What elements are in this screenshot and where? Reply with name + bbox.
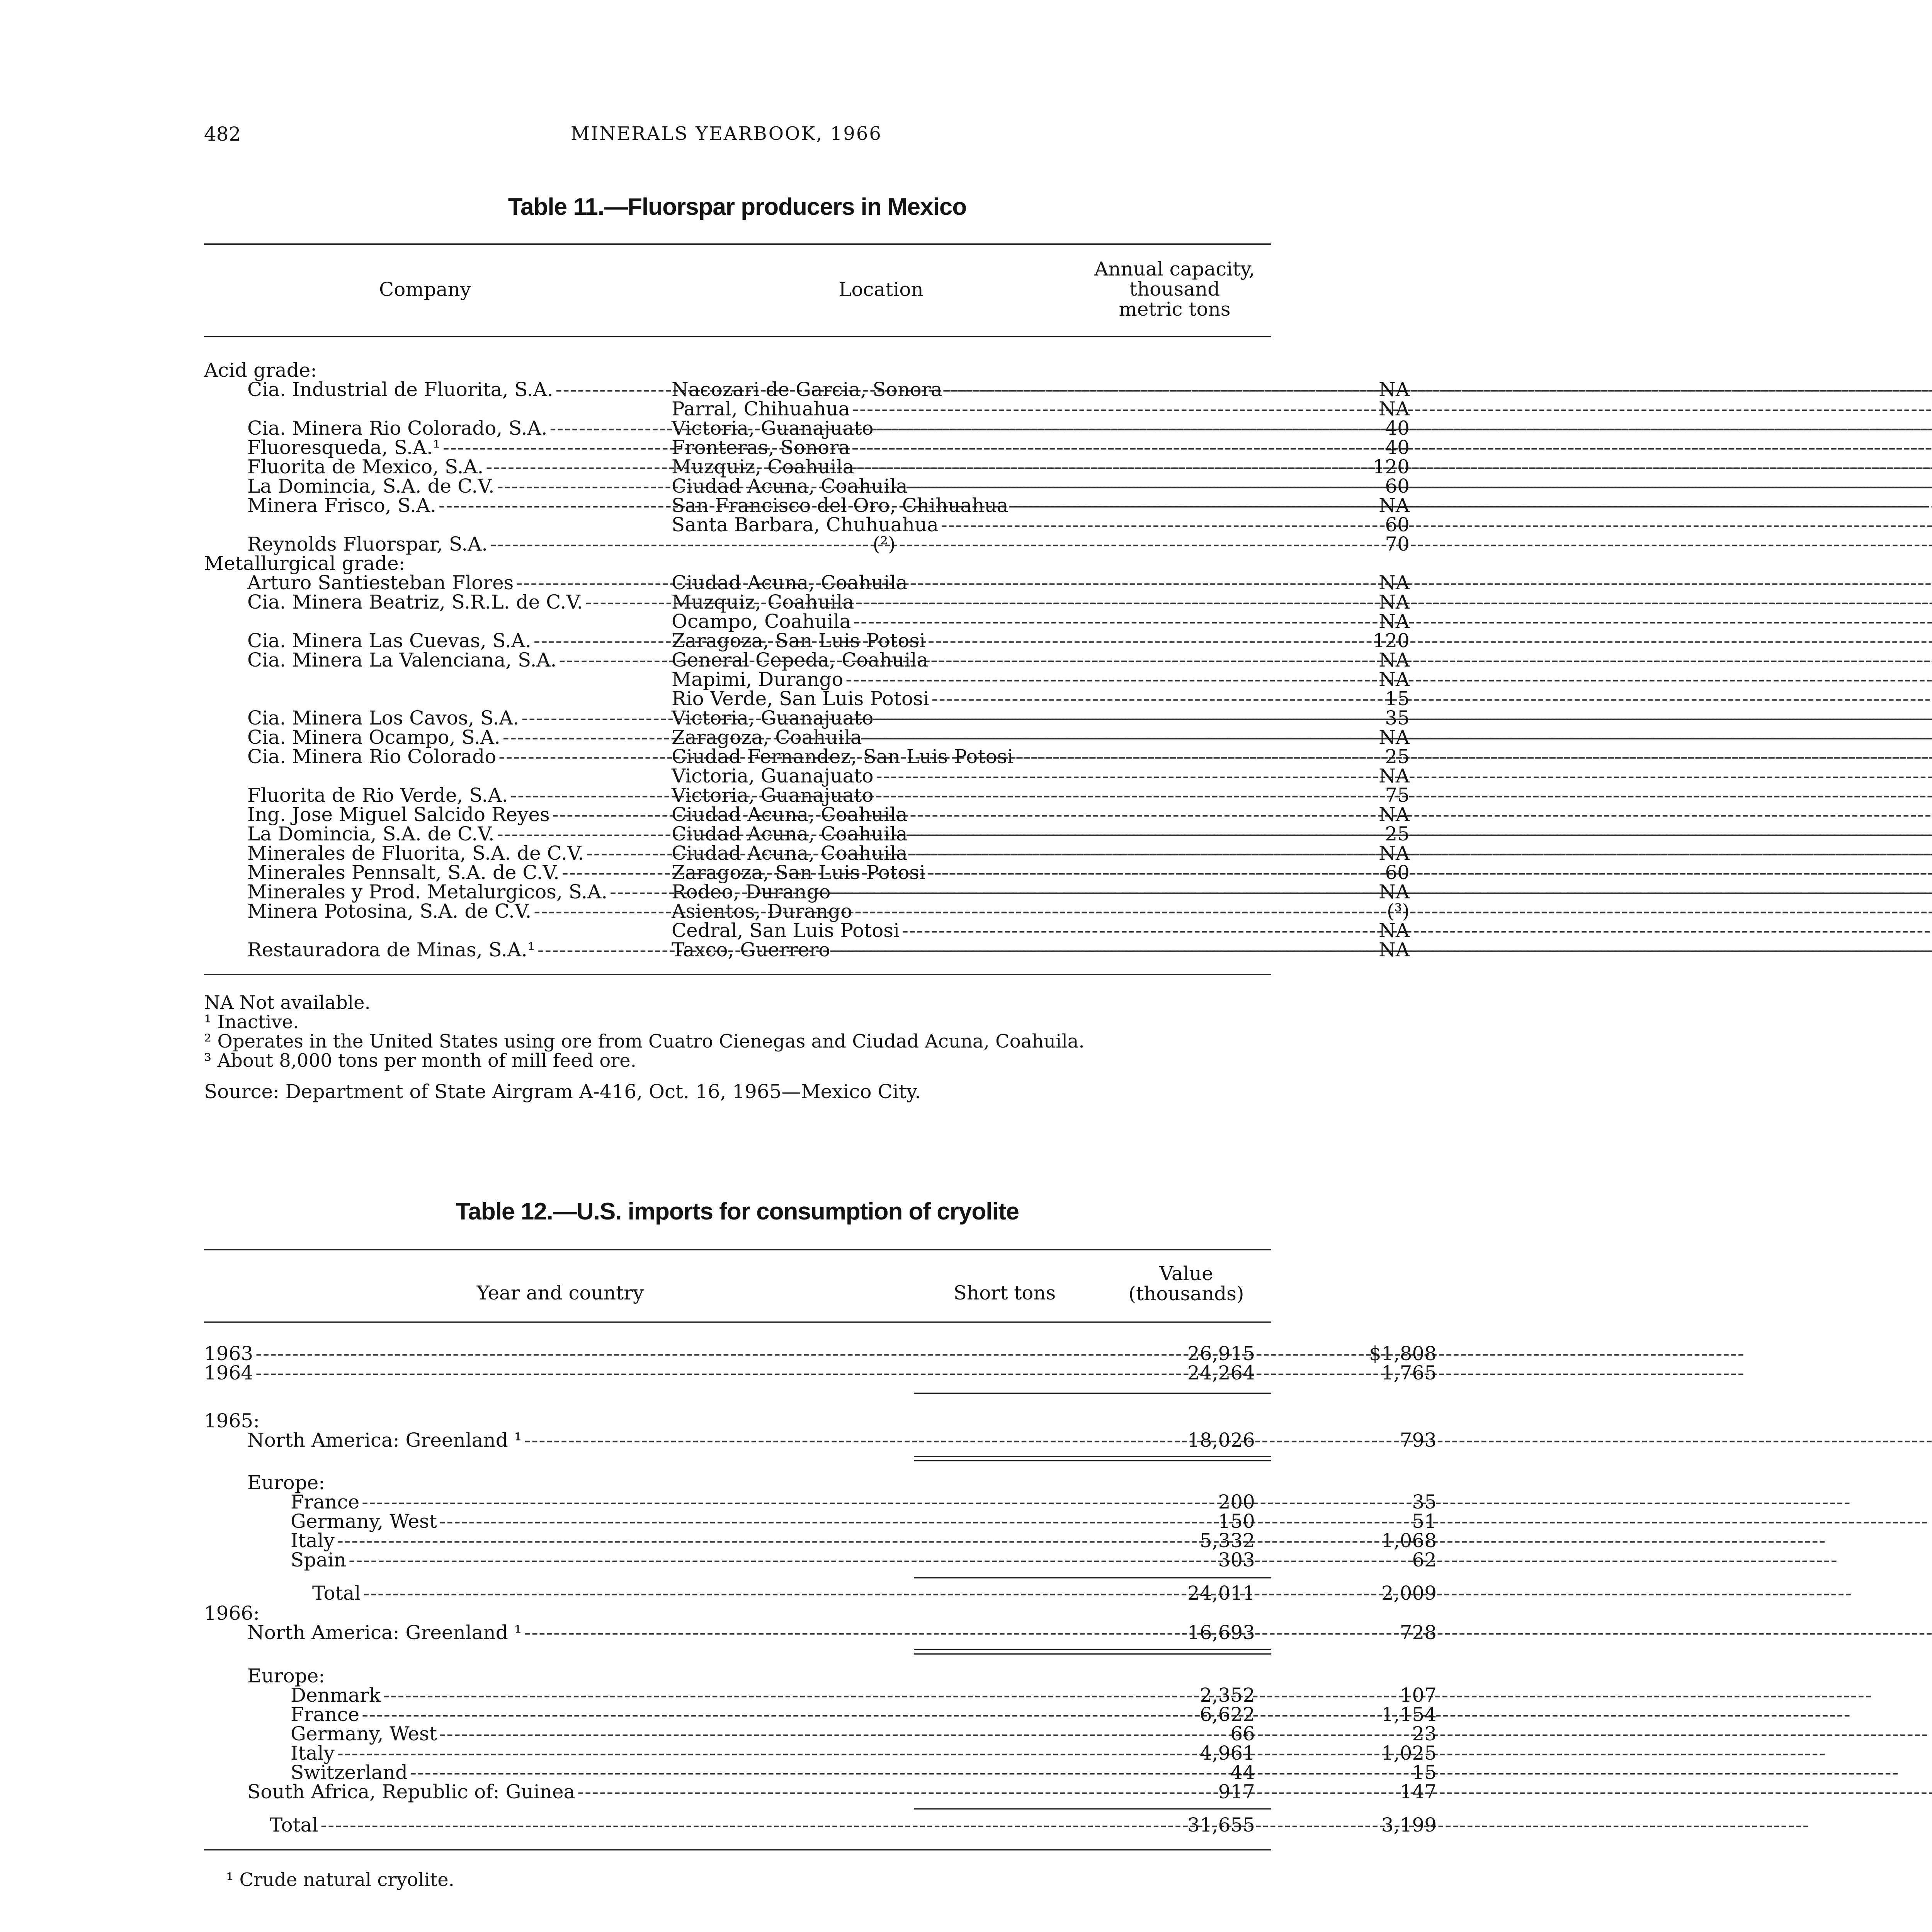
- table11-company: Cia. Industrial de Fluorita, S.A. -----: [247, 380, 645, 399]
- table12-label: North America: Greenland ¹ -----: [247, 1623, 911, 1642]
- table12-label: Italy -----: [291, 1531, 911, 1550]
- table11-capacity: 75: [1385, 784, 1410, 806]
- table11-capacity: NA: [1379, 591, 1410, 613]
- table11-company: Fluoresqueda, S.A.¹ -----: [247, 438, 645, 457]
- table11-capacity: NA: [1379, 494, 1410, 517]
- table11-capacity: NA: [1379, 842, 1410, 864]
- table11-capacity: NA: [1379, 803, 1410, 826]
- table12-tons: 5,332: [1199, 1529, 1255, 1552]
- table11-capacity: 120: [1372, 456, 1410, 478]
- table12-label: Germany, West -----: [291, 1512, 911, 1531]
- table11-company: Fluorita de Mexico, S.A. -----: [247, 457, 645, 476]
- table12-tons: 917: [1218, 1781, 1255, 1803]
- table11-company: Acid grade:: [204, 359, 317, 381]
- table11-footnote-na: NA Not available.: [204, 992, 371, 1014]
- table12-top-rule: [204, 1249, 1271, 1250]
- table12-col-short-tons: Short tons: [953, 1282, 1056, 1304]
- table11-location: Taxco, Guerrero -----: [672, 940, 1097, 959]
- table11-company: Cia. Minera Las Cuevas, S.A. -----: [247, 631, 645, 650]
- table12-tons: 200: [1218, 1491, 1255, 1513]
- table12-value: 1,154: [1381, 1703, 1437, 1726]
- table11-capacity: 15: [1385, 687, 1410, 710]
- table12-tons: 18,026: [1187, 1429, 1255, 1451]
- table12-tons: 31,655: [1187, 1814, 1255, 1836]
- table11-location: Victoria, Guanajuato -----: [672, 766, 1097, 786]
- table12-value: 2,009: [1381, 1582, 1437, 1604]
- table11-location: Nacozari de Garcia, Sonora -----: [672, 380, 1097, 399]
- table11-capacity: 60: [1385, 475, 1410, 497]
- table11-capacity: NA: [1379, 881, 1410, 903]
- table11-location: Ciudad Acuna, Coahuila -----: [672, 476, 1097, 496]
- table11-location: Ciudad Acuna, Coahuila -----: [672, 824, 1097, 844]
- table11-col-location: Location: [838, 278, 923, 301]
- table11-location: Fronteras, Sonora -----: [672, 438, 1097, 457]
- table12-tons: 24,011: [1187, 1582, 1255, 1604]
- table11-company: Cia. Minera Rio Colorado -----: [247, 747, 645, 766]
- table11-location: Ciudad Fernandez, San Luis Potosi -----: [672, 747, 1097, 766]
- table11-bottom-rule: [204, 974, 1271, 975]
- table11-location: Rio Verde, San Luis Potosi -----: [672, 689, 1097, 708]
- table12-col-year-country: Year and country: [476, 1282, 644, 1304]
- table11-capacity: 120: [1372, 629, 1410, 652]
- table12-label: Spain -----: [291, 1550, 911, 1570]
- table11-location: Ciudad Acuna, Coahuila -----: [672, 805, 1097, 824]
- table12-label: France -----: [291, 1705, 911, 1724]
- table11-capacity: NA: [1379, 919, 1410, 942]
- table11-capacity: 25: [1385, 823, 1410, 845]
- table11-location: (²): [872, 533, 896, 555]
- table11-company: Restauradora de Minas, S.A.¹ -----: [247, 940, 645, 959]
- table11-capacity: NA: [1379, 649, 1410, 671]
- table11-capacity: 40: [1385, 417, 1410, 439]
- table12-value: 728: [1400, 1621, 1437, 1644]
- table11-capacity: NA: [1379, 571, 1410, 594]
- table12-value: 1,025: [1381, 1742, 1437, 1764]
- table12-bottom-rule: [204, 1849, 1271, 1850]
- table12-label: Total -----: [270, 1815, 911, 1835]
- table12-col-value-line1: Value: [1159, 1262, 1213, 1285]
- table11-company: Cia. Minera Beatriz, S.R.L. de C.V. -----: [247, 592, 645, 612]
- table11-capacity: NA: [1379, 610, 1410, 633]
- table11-company: Fluorita de Rio Verde, S.A. -----: [247, 786, 645, 805]
- table11-capacity: 40: [1385, 436, 1410, 459]
- table11-capacity: 60: [1385, 514, 1410, 536]
- table12-value: 107: [1400, 1684, 1437, 1706]
- table12-label: Total -----: [312, 1583, 911, 1603]
- table11-company: Metallurgical grade:: [204, 552, 405, 575]
- table11-header-rule: [204, 336, 1271, 337]
- table11-company: Cia. Minera Los Cavos, S.A. -----: [247, 708, 645, 728]
- table12-value: 1,765: [1381, 1362, 1437, 1384]
- table12-subtotal-rule: [914, 1808, 1271, 1810]
- table11-company: Cia. Minera Rio Colorado, S.A. -----: [247, 418, 645, 438]
- table11-location: Victoria, Guanajuato -----: [672, 418, 1097, 438]
- table12-label: 1966:: [204, 1602, 260, 1624]
- table12-label: France -----: [291, 1492, 911, 1512]
- table11-company: Cia. Minera La Valenciana, S.A. -----: [247, 650, 645, 670]
- table11-footnote-1: ¹ Inactive.: [204, 1011, 299, 1033]
- table12-label: Switzerland -----: [291, 1763, 911, 1782]
- table11-location: Muzquiz, Coahuila -----: [672, 592, 1097, 612]
- table11-location: Rodeo, Durango -----: [672, 882, 1097, 901]
- table11-capacity: 25: [1385, 745, 1410, 768]
- table11-capacity: 60: [1385, 861, 1410, 884]
- table12-label: Europe:: [247, 1665, 325, 1687]
- table11-col-capacity: [1078, 259, 1271, 319]
- table12-header-rule: [204, 1321, 1271, 1323]
- running-title: MINERALS YEARBOOK, 1966: [571, 123, 882, 145]
- table12-tons: 24,264: [1187, 1362, 1255, 1384]
- table12-value: 35: [1412, 1491, 1437, 1513]
- table12-label: 1964 -----: [204, 1363, 911, 1383]
- table11-capacity: NA: [1379, 378, 1410, 401]
- table12-tons: 6,622: [1199, 1703, 1255, 1726]
- table11-location: Ocampo, Coahuila -----: [672, 612, 1097, 631]
- table12-value: 62: [1412, 1549, 1437, 1571]
- table12-footnote-1: ¹ Crude natural cryolite.: [226, 1869, 454, 1891]
- table11-company: Ing. Jose Miguel Salcido Reyes -----: [247, 805, 645, 824]
- table11-company: La Domincia, S.A. de C.V. -----: [247, 824, 645, 844]
- table12-label: Europe:: [247, 1471, 325, 1494]
- table11-location: Parral, Chihuahua -----: [672, 399, 1097, 418]
- page-number: 482: [204, 123, 241, 145]
- table11-footnote-3: ³ About 8,000 tons per month of mill feed ore.: [204, 1050, 636, 1071]
- table11-location: Cedral, San Luis Potosi -----: [672, 921, 1097, 940]
- table11-capacity: NA: [1379, 939, 1410, 961]
- table12-value: 3,199: [1381, 1814, 1437, 1836]
- table12-value: 51: [1412, 1510, 1437, 1532]
- table12-value: 793: [1400, 1429, 1437, 1451]
- table12-label: 1963 -----: [204, 1344, 911, 1363]
- table11-capacity: (³): [1386, 900, 1410, 922]
- table12-tons: 150: [1218, 1510, 1255, 1532]
- table11-company: Minerales y Prod. Metalurgicos, S.A. -----: [247, 882, 645, 901]
- table11-capacity: NA: [1379, 398, 1410, 420]
- table11-capacity: NA: [1379, 668, 1410, 690]
- table12-tons: 66: [1230, 1723, 1255, 1745]
- table11-location: General Cepeda, Coahuila -----: [672, 650, 1097, 670]
- table11-col-company: Company: [379, 278, 471, 301]
- table11-location: San Francisco del Oro, Chihuahua -----: [672, 496, 1097, 515]
- table12-value: 15: [1412, 1761, 1437, 1784]
- table12-tons: 4,961: [1199, 1742, 1255, 1764]
- table12-label: Denmark -----: [291, 1685, 911, 1705]
- table12-tons: 303: [1218, 1549, 1255, 1571]
- table11-source: Source: Department of State Airgram A-416, Oct. 16, 1965—Mexico City.: [204, 1080, 921, 1103]
- table11-company: La Domincia, S.A. de C.V. -----: [247, 476, 645, 496]
- table12-double-rule: [914, 1649, 1271, 1655]
- table11-location: Muzquiz, Coahuila -----: [672, 457, 1097, 476]
- table12-title: Table 12.—U.S. imports for consumption of cryolite: [456, 1198, 1019, 1225]
- table11-location: Ciudad Acuna, Coahuila -----: [672, 573, 1097, 592]
- table12-value: 147: [1400, 1781, 1437, 1803]
- table11-location: Asientos, Durango -----: [672, 901, 1097, 921]
- table12-subtotal-rule: [914, 1393, 1271, 1394]
- table12-subtotal-rule: [914, 1577, 1271, 1578]
- table11-company: Minerales de Fluorita, S.A. de C.V. -----: [247, 844, 645, 863]
- table11-col-capacity-line3: metric tons: [1119, 298, 1231, 320]
- table12-col-value-line2: (thousands): [1128, 1282, 1244, 1305]
- table11-title: Table 11.—Fluorspar producers in Mexico: [508, 194, 967, 220]
- table11-company: Arturo Santiesteban Flores -----: [247, 573, 645, 592]
- table12-tons: 2,352: [1199, 1684, 1255, 1706]
- table12-tons: 16,693: [1187, 1621, 1255, 1644]
- table11-location: Mapimi, Durango -----: [672, 670, 1097, 689]
- table11-company: Minerales Pennsalt, S.A. de C.V. -----: [247, 863, 645, 882]
- table12-label: 1965:: [204, 1410, 260, 1432]
- table11-location: Victoria, Guanajuato -----: [672, 708, 1097, 728]
- table12-tons: 44: [1230, 1761, 1255, 1784]
- table12-value: 23: [1412, 1723, 1437, 1745]
- table12-tons: 26,915: [1187, 1342, 1255, 1365]
- table11-location: Zaragoza, Coahuila -----: [672, 728, 1097, 747]
- table12-value: 1,068: [1381, 1529, 1437, 1552]
- table11-capacity: NA: [1379, 726, 1410, 748]
- table11-footnote-2: ² Operates in the United States using ore from Cuatro Cienegas and Ciudad Acuna, Coahuila.: [204, 1031, 1085, 1052]
- table12-value: $1,808: [1369, 1342, 1437, 1365]
- table11-col-capacity-line2: thousand: [1129, 278, 1220, 300]
- table11-capacity: 35: [1385, 707, 1410, 729]
- table11-top-rule: [204, 243, 1271, 245]
- table11-company: Cia. Minera Ocampo, S.A. -----: [247, 728, 645, 747]
- table11-location: Victoria, Guanajuato -----: [672, 786, 1097, 805]
- table12-double-rule: [914, 1456, 1271, 1461]
- table12-label: Germany, West -----: [291, 1724, 911, 1743]
- table12-label: South Africa, Republic of: Guinea -----: [247, 1782, 911, 1801]
- table11-company: Minera Frisco, S.A. -----: [247, 496, 645, 515]
- table12-col-value: [1109, 1264, 1264, 1304]
- table11-col-capacity-line1: Annual capacity,: [1094, 258, 1255, 280]
- table11-location: Santa Barbara, Chuhuahua -----: [672, 515, 1097, 534]
- table11-capacity: NA: [1379, 765, 1410, 787]
- table11-location: Zaragoza, San Luis Potosi -----: [672, 631, 1097, 650]
- table12-label: Italy -----: [291, 1743, 911, 1763]
- table11-location: Ciudad Acuna, Coahuila -----: [672, 844, 1097, 863]
- table12-label: North America: Greenland ¹ -----: [247, 1430, 911, 1450]
- table11-company: Reynolds Fluorspar, S.A. -----: [247, 534, 645, 554]
- table11-company: Minera Potosina, S.A. de C.V. -----: [247, 901, 645, 921]
- table11-capacity: 70: [1385, 533, 1410, 555]
- table11-location: Zaragoza, San Luis Potosi -----: [672, 863, 1097, 882]
